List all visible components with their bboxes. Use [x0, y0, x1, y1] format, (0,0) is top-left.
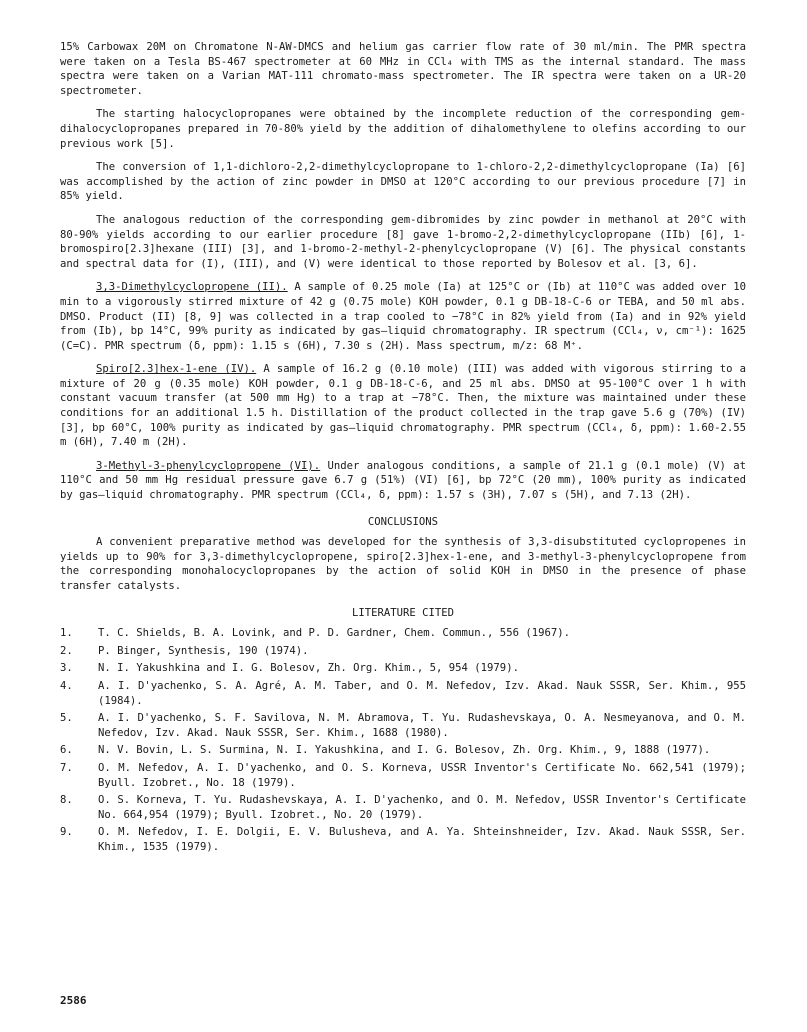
reference-number: 4. — [60, 679, 73, 692]
compound-title-vi: 3-Methyl-3-phenylcyclopropene (VI). — [96, 459, 321, 472]
reference-text: O. M. Nefedov, I. E. Dolgii, E. V. Bulusheva, and A. Ya. Shteinshneider, Izv. Akad. Nauk SSSR, Ser. Khim., 1535 (1979). — [98, 826, 746, 853]
reference-number: 1. — [60, 627, 73, 640]
paragraph-analogous-reduction: The analogous reduction of the corresponding gem-dibromides by zinc powder in methanol at 20°C with 80-90% yields according to our earlier procedure [8] gave 1-bromo-2,2-dimethylcyclopropane (IIb) [6], 1-bromospiro[2.3]hexane (III) [3], and 1-bromo-2-methyl-2-phenylcyclopropane (V) [6]. The physical constants and spectral data for (I), (III), and (V) were identical to those reported by Bolesov et al. [3, 6]. — [60, 213, 746, 270]
reference-number: 3. — [60, 662, 73, 675]
reference-item — [60, 711, 746, 740]
paragraph-methylphenylcyclopropene — [60, 459, 746, 503]
reference-text: P. Binger, Synthesis, 190 (1974). — [98, 644, 309, 657]
reference-number: 5. — [60, 712, 73, 725]
paragraph-spirohexene-body: A sample of 16.2 g (0.10 mole) (III) was added with vigorous stirring to a mixture of 20 g (0.35 mole) KOH powder, 0.1 g DB-18-C-6, and 25 ml abs. DMSO at 95-100°C over 1 h with constant vacuum transfer (at 500 mm Hg) to a trap at −78°C. Then, the mixture was maintained under these conditions for an additional 1.5 h. Distillation of the product collected in the trap gave 5.6 g (70%) (IV) [3], bp 60°C, 100% purity as indicated by gas—liquid chromatography. PMR spectrum (CCl₄, δ, ppm): 1.60-2.55 m (6H), 7.40 m (2H). — [60, 363, 746, 449]
reference-text: N. I. Yakushkina and I. G. Bolesov, Zh. Org. Khim., 5, 954 (1979). — [98, 662, 519, 675]
reference-text: A. I. D'yachenko, S. A. Agré, A. M. Taber, and O. M. Nefedov, Izv. Akad. Nauk SSSR, Ser. Khim., 955 (1984). — [98, 679, 746, 707]
reference-number: 9. — [60, 826, 73, 839]
reference-item — [60, 644, 746, 659]
reference-text: A. I. D'yachenko, S. F. Savilova, N. M. Abramova, T. Yu. Rudashevskaya, O. A. Nesmeyanova, and O. M. Nefedov, Izv. Akad. Nauk SSSR, Ser. Khim., 1688 (1980). — [98, 712, 746, 739]
conclusions-text: A convenient preparative method was developed for the synthesis of 3,3-disubstituted cyclopropenes in yields up to 90% for 3,3-dimethylcyclopropene, spiro[2.3]hex-1-ene, and 3-methyl-3-phenylcyclopropene from the corresponding monohalocyclopropanes by the action of solid KOH in DMSO in the presence of phase transfer catalysts. — [60, 536, 746, 592]
reference-item — [60, 761, 746, 790]
reference-item — [60, 743, 746, 758]
reference-number: 7. — [60, 761, 73, 774]
paragraph-experimental-conditions: 15% Carbowax 20M on Chromatone N-AW-DMCS and helium gas carrier flow rate of 30 ml/min. The PMR spectra were taken on a Tesla BS-467 spectrometer at 60 MHz in CCl₄ with TMS as the internal standard. The mass spectra were taken on a Varian MAT-111 chromato-mass spectrometer. The IR spectra were taken on a UR-20 spectrometer. — [60, 41, 746, 97]
reference-number: 2. — [60, 644, 73, 657]
paragraph-methylphenylcyclopropene-body: Under analogous conditions, a sample of 21.1 g (0.1 mole) (V) at 110°C and 50 mm Hg residual pressure gave 6.7 g (51%) (VI) [6], bp 72°C (20 mm), 100% purity as indicated by gas—liquid chromatography. PMR spectrum (CCl₄, δ, ppm): 1.57 s (3H), 7.07 s (5H), and 7.13 (2H). — [60, 459, 746, 502]
reference-text: T. C. Shields, B. A. Lovink, and P. D. Gardner, Chem. Commun., 556 (1967). — [98, 627, 570, 640]
paragraph-dimethylcyclopropene-body: A sample of 0.25 mole (Ia) at 125°C or (Ib) at 110°C was added over 10 min to a vigorously stirred mixture of 42 g (0.75 mole) KOH powder, 0.1 g DB-18-C-6 or TEBA, and 50 ml abs. DMSO. Product (II) [8, 9] was collected in a trap cooled to −78°C in 82% yield from (Ia) and in 92% yield from (Ib), bp 14°C, 99% purity as indicated by gas—liquid chromatography. IR spectrum (CCl₄, ν, cm⁻¹): 1625 (C=C). PMR spectrum (δ, ppm): 1.15 s (6H), 7.30 s (2H). Mass spectrum, m/z: 68 M⁺. — [60, 281, 746, 352]
reference-item — [60, 661, 746, 676]
paper-page — [60, 40, 746, 855]
compound-title-ii: 3,3-Dimethylcyclopropene (II). — [96, 281, 288, 294]
paragraph-conversion: The conversion of 1,1-dichloro-2,2-dimethylcyclopropane to 1-chloro-2,2-dimethylcyclopropane (Ia) [6] was accomplished by the action of zinc powder in DMSO at 120°C according to our previous procedure [7] in 85% yield. — [60, 161, 746, 203]
paragraph-dimethylcyclopropene — [60, 280, 746, 353]
reference-list — [60, 626, 746, 854]
reference-text: O. M. Nefedov, A. I. D'yachenko, and O. S. Korneva, USSR Inventor's Certificate No. 662,541 (1979); Byull. Izobret., No. 18 (1979). — [98, 761, 746, 789]
paragraph-spirohexene — [60, 362, 746, 450]
reference-text: N. V. Bovin, L. S. Surmina, N. I. Yakushkina, and I. G. Bolesov, Zh. Org. Khim., 9, 1888 (1977). — [98, 744, 711, 757]
reference-item — [60, 626, 746, 641]
reference-item — [60, 679, 746, 708]
reference-number: 8. — [60, 794, 73, 807]
reference-number: 6. — [60, 744, 73, 757]
paragraph-starting-materials: The starting halocyclopropanes were obtained by the incomplete reduction of the corresponding gem-dihalocyclopropanes prepared in 70-80% yield by the addition of dihalomethylene to olefins according to our previous work [5]. — [60, 108, 746, 150]
conclusions-heading: CONCLUSIONS — [367, 515, 439, 528]
reference-text: O. S. Korneva, T. Yu. Rudashevskaya, A. I. D'yachenko, and O. M. Nefedov, USSR Inventor's Certificate No. 664,954 (1979); Byull. Izobret., No. 20 (1979). — [98, 794, 746, 821]
reference-item — [60, 793, 746, 822]
page-number: 2586 — [60, 994, 87, 1007]
compound-title-iv: Spiro[2.3]hex-1-ene (IV). — [96, 363, 257, 376]
reference-item — [60, 825, 746, 854]
literature-heading: LITERATURE CITED — [351, 606, 455, 619]
